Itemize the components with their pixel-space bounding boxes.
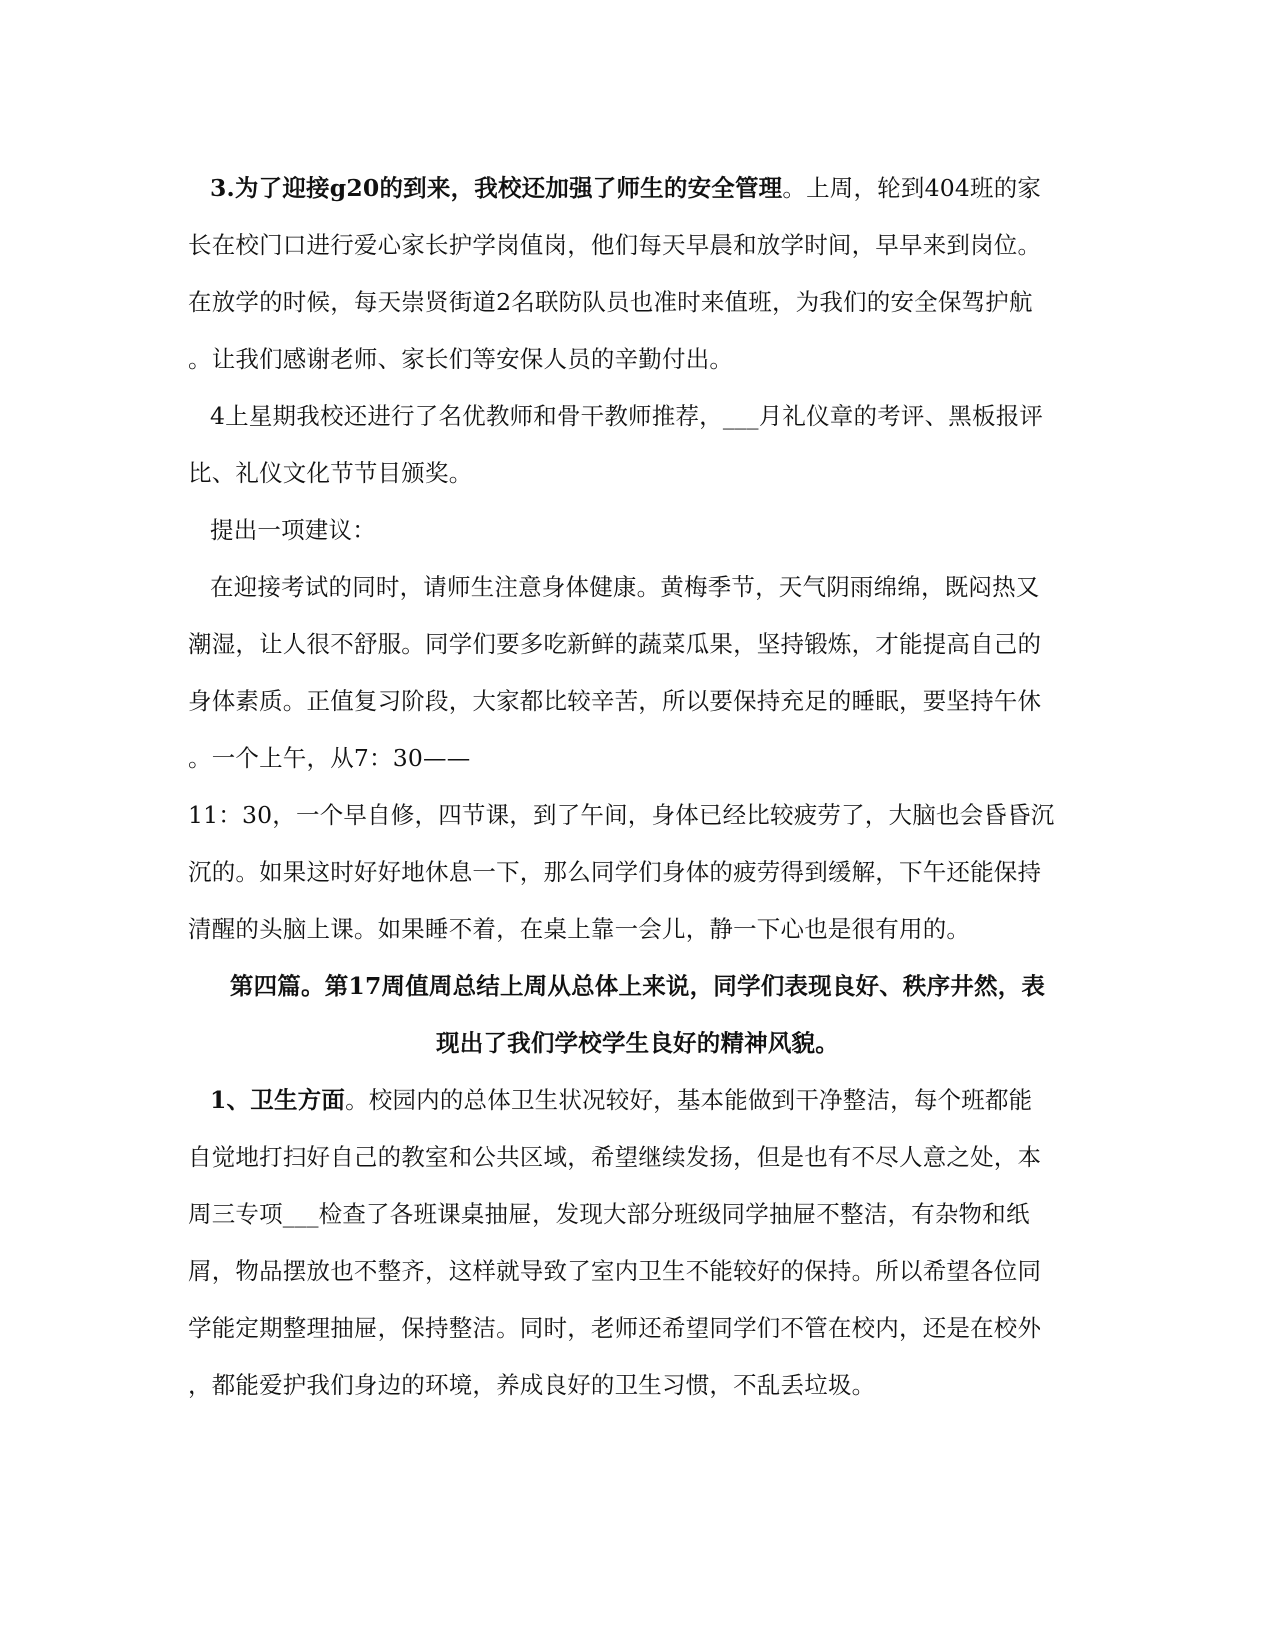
para3-line-3: 在放学的时候，每天崇贤街道2名联防队员也准时来值班，为我们的安全保驾护航 xyxy=(188,288,1033,316)
suggestion-line-1: 在迎接考试的同时，请师生注意身体健康。黄梅季节，天气阴雨绵绵，既闷热又 xyxy=(210,573,1040,601)
hygiene-line-6: ，都能爱护我们身边的环境，养成良好的卫生习惯，不乱丢垃圾。 xyxy=(188,1371,876,1399)
para3-bold-lead: 3.为了迎接g20的到来，我校还加强了师生的安全管理 xyxy=(210,174,783,202)
hygiene-bold-lead: 1、卫生方面 xyxy=(210,1086,346,1114)
para4-line-1: 4上星期我校还进行了名优教师和骨干教师推荐，___月礼仪章的考评、黑板报评 xyxy=(210,402,1044,430)
para4-line-2: 比、礼仪文化节节目颁奖。 xyxy=(188,459,473,487)
para3-line-2: 长在校门口进行爱心家长护学岗值岗，他们每天早晨和放学时间，早早来到岗位。 xyxy=(188,231,1042,259)
suggestion-line-5: 11：30，一个早自修，四节课，到了午间，身体已经比较疲劳了，大脑也会昏昏沉 xyxy=(188,801,1055,829)
suggestion-line-6: 沉的。如果这时好好地休息一下，那么同学们身体的疲劳得到缓解，下午还能保持 xyxy=(188,858,1042,886)
section-title-line-1: 第四篇。第17周值周总结上周从总体上来说，同学们表现良好、秩序井然，表 xyxy=(229,972,1046,1000)
hygiene-line-1-rest: 。校园内的总体卫生状况较好，基本能做到干净整洁，每个班都能 xyxy=(345,1086,1033,1114)
suggestion-line-7: 清醒的头脑上课。如果睡不着，在桌上靠一会儿，静一下心也是很有用的。 xyxy=(188,915,971,943)
hygiene-line-2: 自觉地打扫好自己的教室和公共区域，希望继续发扬，但是也有不尽人意之处，本 xyxy=(188,1143,1042,1171)
section-title-line-2: 现出了我们学校学生良好的精神风貌。 xyxy=(436,1029,839,1057)
hygiene-line-4: 屑，物品摆放也不整齐，这样就导致了室内卫生不能较好的保持。所以希望各位同 xyxy=(188,1257,1042,1285)
hygiene-line-5: 学能定期整理抽屉，保持整洁。同时，老师还希望同学们不管在校内，还是在校外 xyxy=(188,1314,1042,1342)
suggestion-line-4: 。一个上午，从7：30—— xyxy=(188,744,471,772)
para3-line-4: 。让我们感谢老师、家长们等安保人员的辛勤付出。 xyxy=(188,345,734,373)
hygiene-line-1 xyxy=(210,1084,1110,1116)
suggestion-line-3: 身体素质。正值复习阶段，大家都比较辛苦，所以要保持充足的睡眠，要坚持午休 xyxy=(188,687,1042,715)
suggestion-line-2: 潮湿，让人很不舒服。同学们要多吃新鲜的蔬菜瓜果，坚持锻炼，才能提高自己的 xyxy=(188,630,1042,658)
hygiene-line-3: 周三专项___检查了各班课桌抽屉，发现大部分班级同学抽屉不整洁，有杂物和纸 xyxy=(188,1200,1030,1228)
suggestion-heading: 提出一项建议： xyxy=(210,516,376,544)
para3-line-1-rest: 。上周，轮到404班的家 xyxy=(782,174,1042,202)
para3-line-1 xyxy=(210,172,1110,204)
